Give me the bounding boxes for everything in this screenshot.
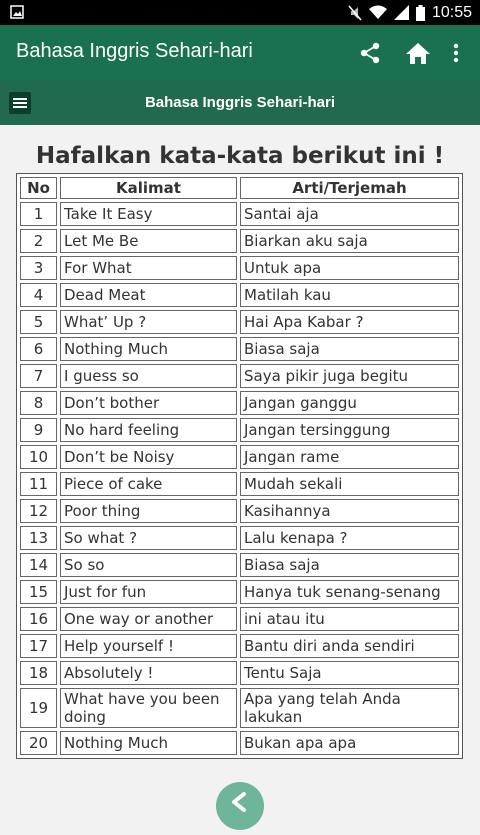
- row-number: 8: [20, 391, 57, 415]
- translation-cell: Bukan apa apa: [240, 731, 459, 755]
- table-row: [20, 391, 459, 415]
- translation-cell: Hanya tuk senang-senang: [240, 580, 459, 604]
- row-number: 6: [20, 337, 57, 361]
- home-button[interactable]: [394, 37, 442, 69]
- row-number: 5: [20, 310, 57, 334]
- table-row: [20, 580, 459, 604]
- more-vert-icon: [453, 43, 459, 63]
- status-bar: [0, 0, 480, 25]
- translation-cell: Biarkan aku saja: [240, 229, 459, 253]
- table-row: [20, 472, 459, 496]
- content-area: [0, 125, 480, 800]
- table-row: [20, 337, 459, 361]
- phrase-cell: Take It Easy: [60, 202, 237, 226]
- row-number: 14: [20, 553, 57, 577]
- phrase-cell: Absolutely !: [60, 661, 237, 685]
- table-row: [20, 418, 459, 442]
- phrase-cell: For What: [60, 256, 237, 280]
- translation-cell: Tentu Saja: [240, 661, 459, 685]
- table-row: [20, 229, 459, 253]
- app-bar: [0, 25, 480, 81]
- signal-icon: [394, 5, 409, 20]
- row-number: 7: [20, 364, 57, 388]
- table-row: [20, 445, 459, 469]
- phrase-cell: Just for fun: [60, 580, 237, 604]
- row-number: 12: [20, 499, 57, 523]
- phrase-cell: Don’t bother: [60, 391, 237, 415]
- clock: 10:55: [431, 3, 472, 21]
- translation-cell: Jangan tersinggung: [240, 418, 459, 442]
- phrase-cell: No hard feeling: [60, 418, 237, 442]
- table-row: [20, 661, 459, 685]
- phrase-cell: Nothing Much: [60, 731, 237, 755]
- more-options-button[interactable]: [442, 37, 470, 69]
- share-button[interactable]: [346, 37, 394, 69]
- sub-header: [0, 81, 480, 125]
- row-number: 17: [20, 634, 57, 658]
- translation-cell: Kasihannya: [240, 499, 459, 523]
- translation-cell: ini atau itu: [240, 607, 459, 631]
- translation-cell: Bantu diri anda sendiri: [240, 634, 459, 658]
- phrase-cell: What have you been doing: [60, 688, 237, 728]
- share-icon: [358, 41, 382, 65]
- back-arrow-icon: [216, 782, 264, 830]
- table-row: [20, 634, 459, 658]
- phrase-cell: Nothing Much: [60, 337, 237, 361]
- phrase-cell: One way or another: [60, 607, 237, 631]
- table-row: [20, 283, 459, 307]
- table-row: [20, 731, 459, 755]
- phrase-cell: Don’t be Noisy: [60, 445, 237, 469]
- row-number: 16: [20, 607, 57, 631]
- column-header-arti: Arti/Terjemah: [240, 177, 459, 199]
- image-notification-icon: [10, 5, 24, 19]
- row-number: 18: [20, 661, 57, 685]
- row-number: 9: [20, 418, 57, 442]
- table-row: [20, 499, 459, 523]
- translation-cell: Hai Apa Kabar ?: [240, 310, 459, 334]
- translation-cell: Biasa saja: [240, 337, 459, 361]
- phrase-cell: Help yourself !: [60, 634, 237, 658]
- sub-header-title: Bahasa Inggris Sehari-hari: [144, 94, 336, 111]
- page-heading: Hafalkan kata-kata berikut ini !: [35, 143, 445, 169]
- translation-cell: Lalu kenapa ?: [240, 526, 459, 550]
- translation-cell: Saya pikir juga begitu: [240, 364, 459, 388]
- translation-cell: Apa yang telah Anda lakukan: [240, 688, 459, 728]
- table-row: [20, 607, 459, 631]
- app-title: Bahasa Inggris Sehari-hari: [16, 40, 253, 62]
- row-number: 20: [20, 731, 57, 755]
- back-fab-button[interactable]: [216, 782, 264, 830]
- row-number: 1: [20, 202, 57, 226]
- translation-cell: Matilah kau: [240, 283, 459, 307]
- translation-cell: Santai aja: [240, 202, 459, 226]
- row-number: 11: [20, 472, 57, 496]
- phrase-cell: What’ Up ?: [60, 310, 237, 334]
- table-row: [20, 688, 459, 728]
- table-row: [20, 526, 459, 550]
- phrase-cell: Piece of cake: [60, 472, 237, 496]
- phrase-cell: So so: [60, 553, 237, 577]
- translation-cell: Mudah sekali: [240, 472, 459, 496]
- table-row: [20, 553, 459, 577]
- table-row: [20, 202, 459, 226]
- table-row: [20, 256, 459, 280]
- table-row: [20, 310, 459, 334]
- phrase-cell: Let Me Be: [60, 229, 237, 253]
- phrase-cell: So what ?: [60, 526, 237, 550]
- phrase-cell: Poor thing: [60, 499, 237, 523]
- vocabulary-table: [16, 173, 463, 759]
- table-header-row: [20, 177, 459, 199]
- row-number: 3: [20, 256, 57, 280]
- translation-cell: Untuk apa: [240, 256, 459, 280]
- column-header-no: No: [20, 177, 57, 199]
- phrase-cell: Dead Meat: [60, 283, 237, 307]
- row-number: 15: [20, 580, 57, 604]
- phrase-cell: I guess so: [60, 364, 237, 388]
- mute-icon: [348, 5, 362, 21]
- home-icon: [405, 41, 431, 65]
- column-header-kalimat: Kalimat: [60, 177, 237, 199]
- translation-cell: Jangan rame: [240, 445, 459, 469]
- battery-icon: [416, 5, 425, 21]
- translation-cell: Biasa saja: [240, 553, 459, 577]
- row-number: 13: [20, 526, 57, 550]
- row-number: 19: [20, 688, 57, 728]
- wifi-icon: [369, 5, 387, 20]
- translation-cell: Jangan ganggu: [240, 391, 459, 415]
- row-number: 2: [20, 229, 57, 253]
- row-number: 4: [20, 283, 57, 307]
- row-number: 10: [20, 445, 57, 469]
- table-row: [20, 364, 459, 388]
